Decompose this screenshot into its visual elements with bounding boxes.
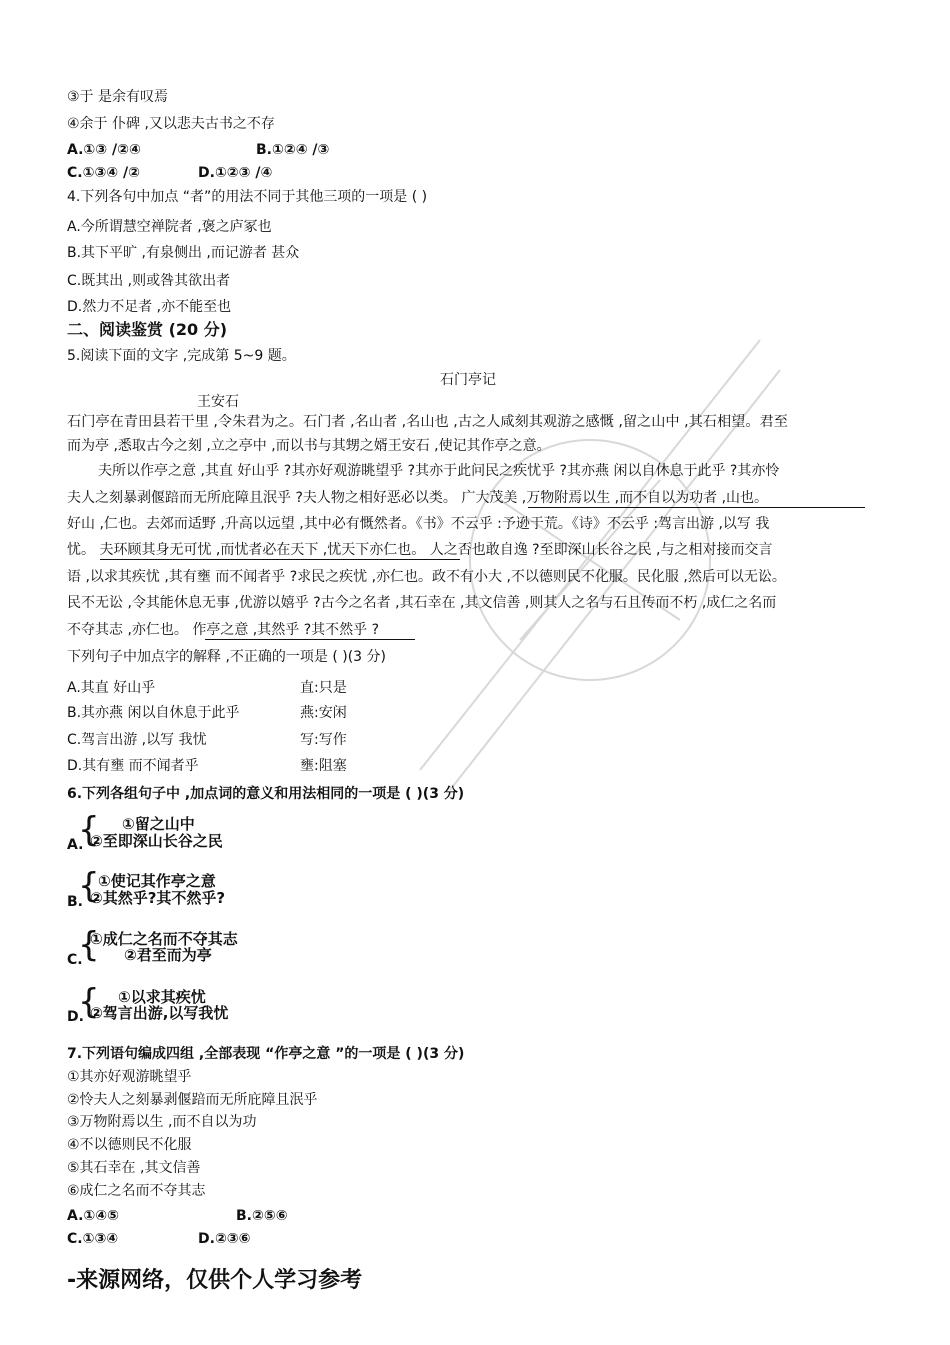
- passage-line: 夫人之刻暴剥偃踣而无所庇障且泯乎 ?夫人物之相好恶必以类。 广大茂美 ,万物附焉以生 ,而不自以为功者 ,山也。: [67, 490, 769, 506]
- q6-option-b-1: ①使记其作亭之意: [98, 872, 216, 890]
- q6-option-a-1: ①留之山中: [122, 815, 195, 833]
- footer-source-note: -来源网络，仅供个人学习参考: [67, 1268, 363, 1293]
- passage-line: 忧。 夫环顾其身无可忧 ,而忧者必在天下 ,忧天下亦仁也。 人之否也敢自逸 ?至即深山长谷之民 ,与之相对接而交言: [67, 542, 773, 558]
- q5-option-a-answer: 直:只是: [300, 680, 347, 696]
- q3-option-a: A.①③ /②④: [67, 142, 141, 158]
- q3-item-4: ④余于 仆碑 ,又以悲夫古书之不存: [67, 116, 275, 132]
- q6-option-c-1: ①成仁之名而不夺其志: [90, 930, 238, 948]
- q5-intro: 5.阅读下面的文字 ,完成第 5~9 题。: [67, 348, 296, 364]
- q4-stem: 4.下列各句中加点 “者”的用法不同于其他三项的一项是 ( ): [67, 189, 428, 205]
- q5-stem: 下列句子中加点字的解释 ,不正确的一项是 ( )(3 分): [67, 649, 387, 665]
- brace-icon: {: [78, 925, 100, 965]
- passage-line: 民不无讼 ,令其能休息无事 ,优游以嬉乎 ?古今之名者 ,其石幸在 ,其文信善 ,则其人之名与石且传而不朽 ,成仁之名而: [67, 595, 777, 611]
- q6-stem: 6.下列各组句子中 ,加点词的意义和用法相同的一项是 ( )(3 分): [67, 786, 465, 802]
- underline-mark: [528, 507, 865, 508]
- q3-option-b: B.①②④ /③: [256, 142, 330, 158]
- passage-title: 石门亭记: [440, 372, 496, 388]
- q5-option-b: B.其亦燕 闲以自休息于此乎: [67, 705, 240, 721]
- q5-option-c-answer: 写:写作: [300, 732, 347, 748]
- q7-stem: 7.下列语句编成四组 ,全部表现 “作亭之意 ”的一项是 ( )(3 分): [67, 1046, 465, 1062]
- q7-item: ②怜夫人之刻暴剥偃踣而无所庇障且泯乎: [67, 1092, 318, 1108]
- passage-line: 不夺其志 ,亦仁也。 作亭之意 ,其然乎 ?其不然乎 ?: [67, 622, 380, 638]
- q7-item: ⑥成仁之名而不夺其志: [67, 1183, 206, 1199]
- q5-option-b-answer: 燕:安闲: [300, 705, 347, 721]
- q7-item: ③万物附焉以生 ,而不自以为功: [67, 1114, 257, 1130]
- q6-option-d-1: ①以求其疾忧: [118, 988, 206, 1006]
- passage-line: 语 ,以求其疾忧 ,其有壅 而不闻者乎 ?求民之疾忧 ,亦仁也。政不有小大 ,不以德则民不化服。民化服 ,然后可以无讼。: [67, 569, 786, 585]
- passage-line: 好山 ,仁也。去郊而适野 ,升高以远望 ,其中必有慨然者。《书》不云乎 :予逊于荒。《诗》不云乎 :驾言出游 ,以写 我: [67, 516, 770, 532]
- q5-option-d-answer: 壅:阻塞: [300, 758, 347, 774]
- q3-option-d: D.①②③ /④: [198, 165, 273, 181]
- brace-icon: {: [78, 810, 100, 850]
- q3-item-3: ③于 是余有叹焉: [67, 89, 169, 105]
- q6-option-d-2: ②驾言出游,以写我忧: [90, 1004, 229, 1022]
- passage-line: 而为亭 ,悉取古今之刻 ,立之亭中 ,而以书与其甥之婿王安石 ,使记其作亭之意。: [67, 438, 551, 454]
- q6-option-d-label: D.: [67, 1009, 84, 1025]
- passage-line: 石门亭在青田县若干里 ,令朱君为之。石门者 ,名山者 ,名山也 ,古之人咸刻其观游之感慨 ,留之山中 ,其石相望。君至: [67, 414, 788, 430]
- underline-mark: [100, 559, 460, 560]
- q4-option-d: D.然力不足者 ,亦不能至也: [67, 299, 232, 315]
- q7-item: ⑤其石幸在 ,其文信善: [67, 1160, 201, 1176]
- q6-option-a-2: ②至即深山长谷之民: [90, 832, 223, 850]
- passage-author: 王安石: [197, 394, 239, 410]
- q6-option-a-label: A.: [67, 837, 84, 853]
- q5-option-c: C.驾言出游 ,以写 我忧: [67, 732, 207, 748]
- underline-mark: [205, 639, 415, 640]
- q6-option-b-label: B.: [67, 894, 83, 910]
- brace-icon: {: [78, 866, 100, 906]
- q7-option-d: D.②③⑥: [198, 1231, 251, 1247]
- q4-option-c: C.既其出 ,则或咎其欲出者: [67, 273, 231, 289]
- q5-option-d: D.其有壅 而不闻者乎: [67, 758, 199, 774]
- q7-option-b: B.②⑤⑥: [236, 1208, 288, 1224]
- q6-option-b-2: ②其然乎?其不然乎?: [90, 889, 226, 907]
- q5-option-a: A.其直 好山乎: [67, 680, 156, 696]
- brace-icon: {: [78, 982, 100, 1022]
- q4-option-b: B.其下平旷 ,有泉侧出 ,而记游者 甚众: [67, 245, 300, 261]
- q7-item: ①其亦好观游眺望乎: [67, 1069, 192, 1085]
- q7-item: ④不以德则民不化服: [67, 1137, 192, 1153]
- q6-option-c-label: C.: [67, 952, 83, 968]
- q3-option-c: C.①③④ /②: [67, 165, 140, 181]
- q4-option-a: A.今所谓慧空禅院者 ,褒之庐冢也: [67, 219, 272, 235]
- q7-option-c: C.①③④: [67, 1231, 119, 1247]
- q7-option-a: A.①④⑤: [67, 1208, 119, 1224]
- passage-line: 夫所以作亭之意 ,其直 好山乎 ?其亦好观游眺望乎 ?其亦于此问民之疾忧乎 ?其亦燕 闲以自休息于此乎 ?其亦怜: [98, 463, 780, 479]
- section-heading: 二、阅读鉴赏 (20 分): [67, 320, 228, 339]
- q6-option-c-2: ②君至而为亭: [124, 946, 212, 964]
